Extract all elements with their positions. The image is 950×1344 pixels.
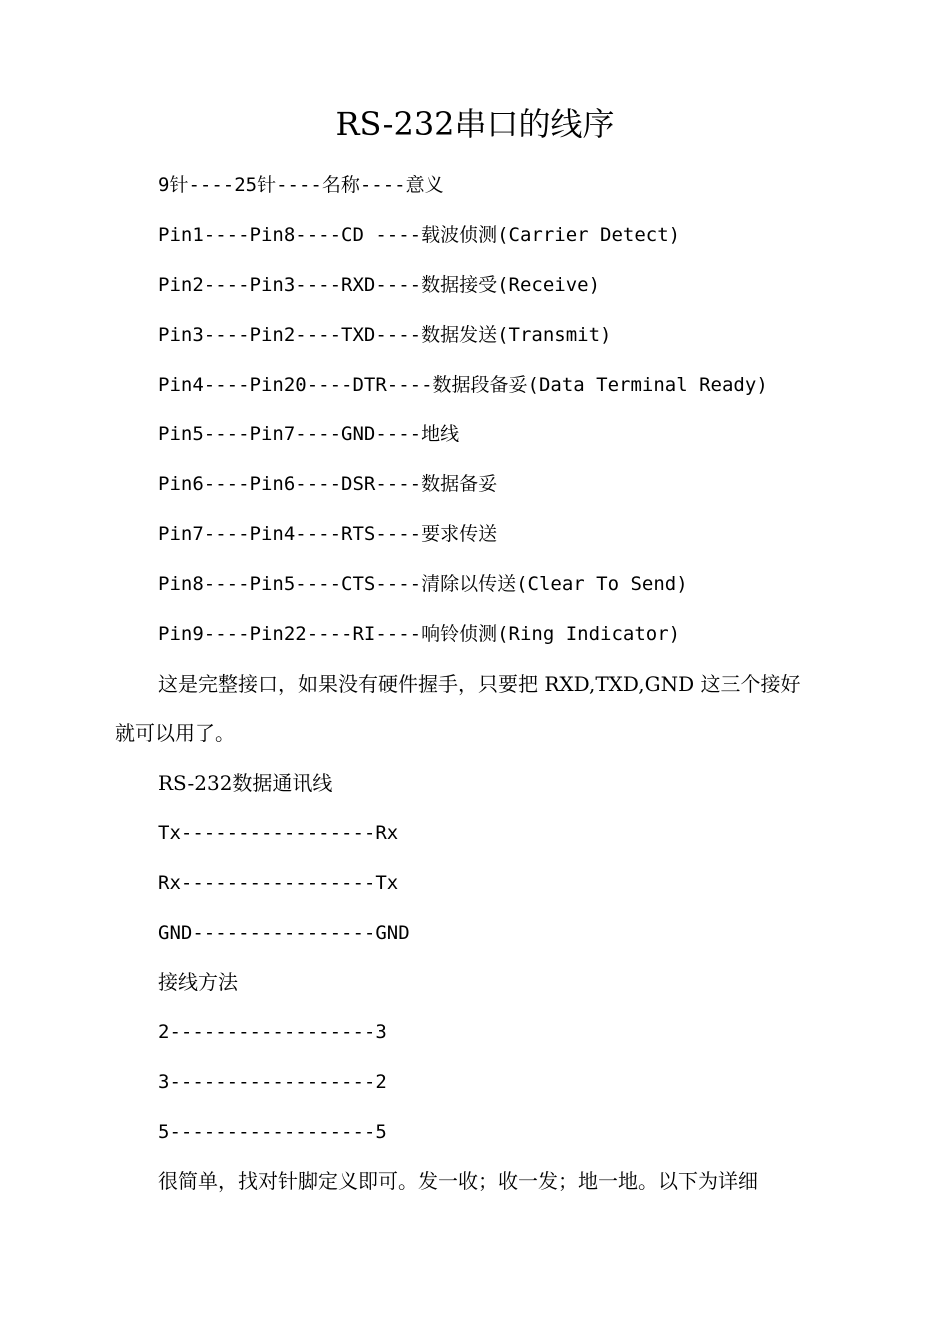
pin-row: Pin9----Pin22----RI----响铃侦测(Ring Indicator) bbox=[158, 623, 681, 645]
pin-row: Pin8----Pin5----CTS----清除以传送(Clear To Send) bbox=[158, 573, 688, 595]
note-paragraph-line2: 就可以用了。 bbox=[115, 721, 235, 745]
pin-row: Pin4----Pin20----DTR----数据段备妥(Data Terminal Ready) bbox=[158, 374, 768, 396]
pin-row: Pin2----Pin3----RXD----数据接受(Receive) bbox=[158, 274, 601, 296]
wiring-row: 5------------------5 bbox=[158, 1121, 387, 1143]
pin-row: Pin1----Pin8----CD ----载波侦测(Carrier Detect) bbox=[158, 224, 681, 246]
pin-table-header: 9针----25针----名称----意义 bbox=[158, 174, 444, 196]
data-line-row: GND----------------GND bbox=[158, 922, 410, 944]
data-line-row: Rx-----------------Tx bbox=[158, 872, 399, 894]
pin-row: Pin7----Pin4----RTS----要求传送 bbox=[158, 523, 498, 545]
data-line-row: Tx-----------------Rx bbox=[158, 822, 399, 844]
pin-row: Pin3----Pin2----TXD----数据发送(Transmit) bbox=[158, 324, 612, 346]
closing-paragraph: 很简单，找对针脚定义即可。发一收；收一发；地一地。以下为详细 bbox=[158, 1169, 758, 1193]
data-line-heading: RS-232数据通讯线 bbox=[158, 771, 333, 795]
wiring-heading: 接线方法 bbox=[158, 970, 238, 994]
pin-row: Pin6----Pin6----DSR----数据备妥 bbox=[158, 473, 498, 495]
note-paragraph-line1: 这是完整接口，如果没有硬件握手，只要把 RXD,TXD,GND 这三个接好 bbox=[158, 672, 801, 696]
pin-row: Pin5----Pin7----GND----地线 bbox=[158, 423, 460, 445]
page-title: RS-232串口的线序 bbox=[335, 105, 615, 143]
wiring-row: 3------------------2 bbox=[158, 1071, 387, 1093]
wiring-row: 2------------------3 bbox=[158, 1021, 387, 1043]
